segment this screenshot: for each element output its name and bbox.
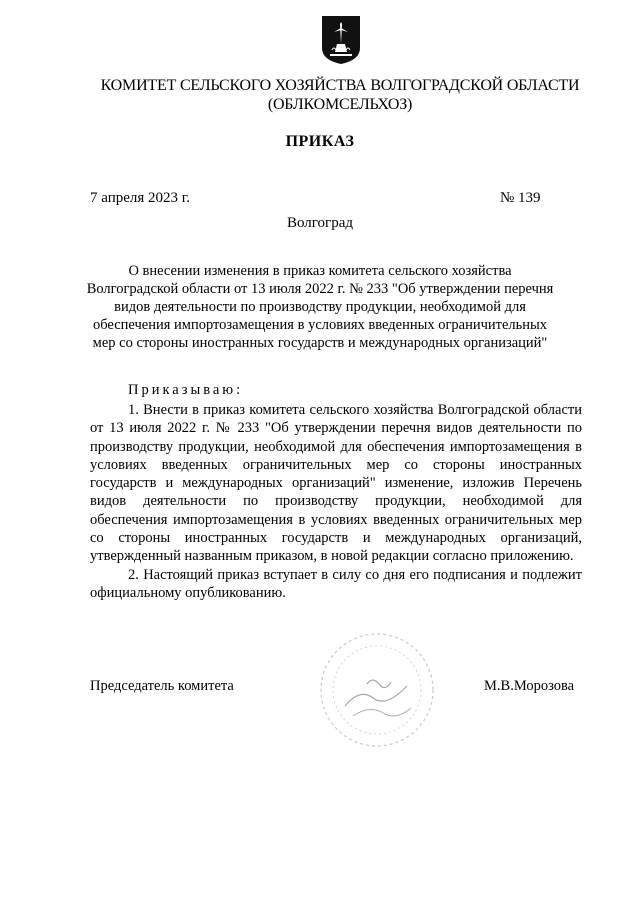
organization-name: КОМИТЕТ СЕЛЬСКОГО ХОЗЯЙСТВА ВОЛГОГРАДСКОЙ ОБЛАСТИ	[100, 77, 580, 94]
coat-of-arms-icon	[320, 14, 362, 66]
document-type: ПРИКАЗ	[285, 133, 355, 150]
document-subject	[70, 262, 570, 352]
subject-line: видов деятельности по производству продукции, необходимой для	[114, 299, 526, 315]
subject-line: мер со стороны иностранных государств и международных организаций"	[92, 335, 548, 351]
signatory-name: М.В.Морозова	[484, 678, 575, 694]
organization-short-name: (ОБЛКОМСЕЛЬХОЗ)	[267, 96, 413, 113]
document-number: № 139	[500, 190, 541, 206]
subject-line: Волгоградской области от 13 июля 2022 г. № 233 "Об утверждении перечня	[86, 281, 554, 297]
body-paragraph-1: 1. Внести в приказ комитета сельского хозяйства Волгоградской области от 13 июля 2022 г. № 233 "Об утверждении перечня видов деятельности по производству продукции, необходимой для обеспечения импортозамещения в условиях введенных ограничительных мер со стороны иностранных государств и международных организаций" изменение, изложив Перечень видов деятельности по производству продукции, необходимой для обеспечения импортозамещения в условиях введенных ограничительных мер со стороны иностранных государств и международных организаций, утвержденный названным приказом, в новой редакции согласно приложению.	[90, 402, 582, 565]
body-paragraph-2: 2. Настоящий приказ вступает в силу со дня его подписания и подлежит официальному опубликованию.	[90, 566, 582, 601]
subject-line: О внесении изменения в приказ комитета сельского хозяйства	[128, 263, 512, 279]
document-city: Волгоград	[286, 215, 353, 231]
signature-stamp-icon	[315, 628, 440, 753]
document-body	[90, 401, 582, 602]
subject-line: обеспечения импортозамещения в условиях введенных ограничительных	[92, 317, 548, 333]
document-date: 7 апреля 2023 г.	[90, 190, 190, 206]
order-heading: Приказываю:	[128, 382, 244, 398]
signatory-position: Председатель комитета	[90, 678, 234, 694]
